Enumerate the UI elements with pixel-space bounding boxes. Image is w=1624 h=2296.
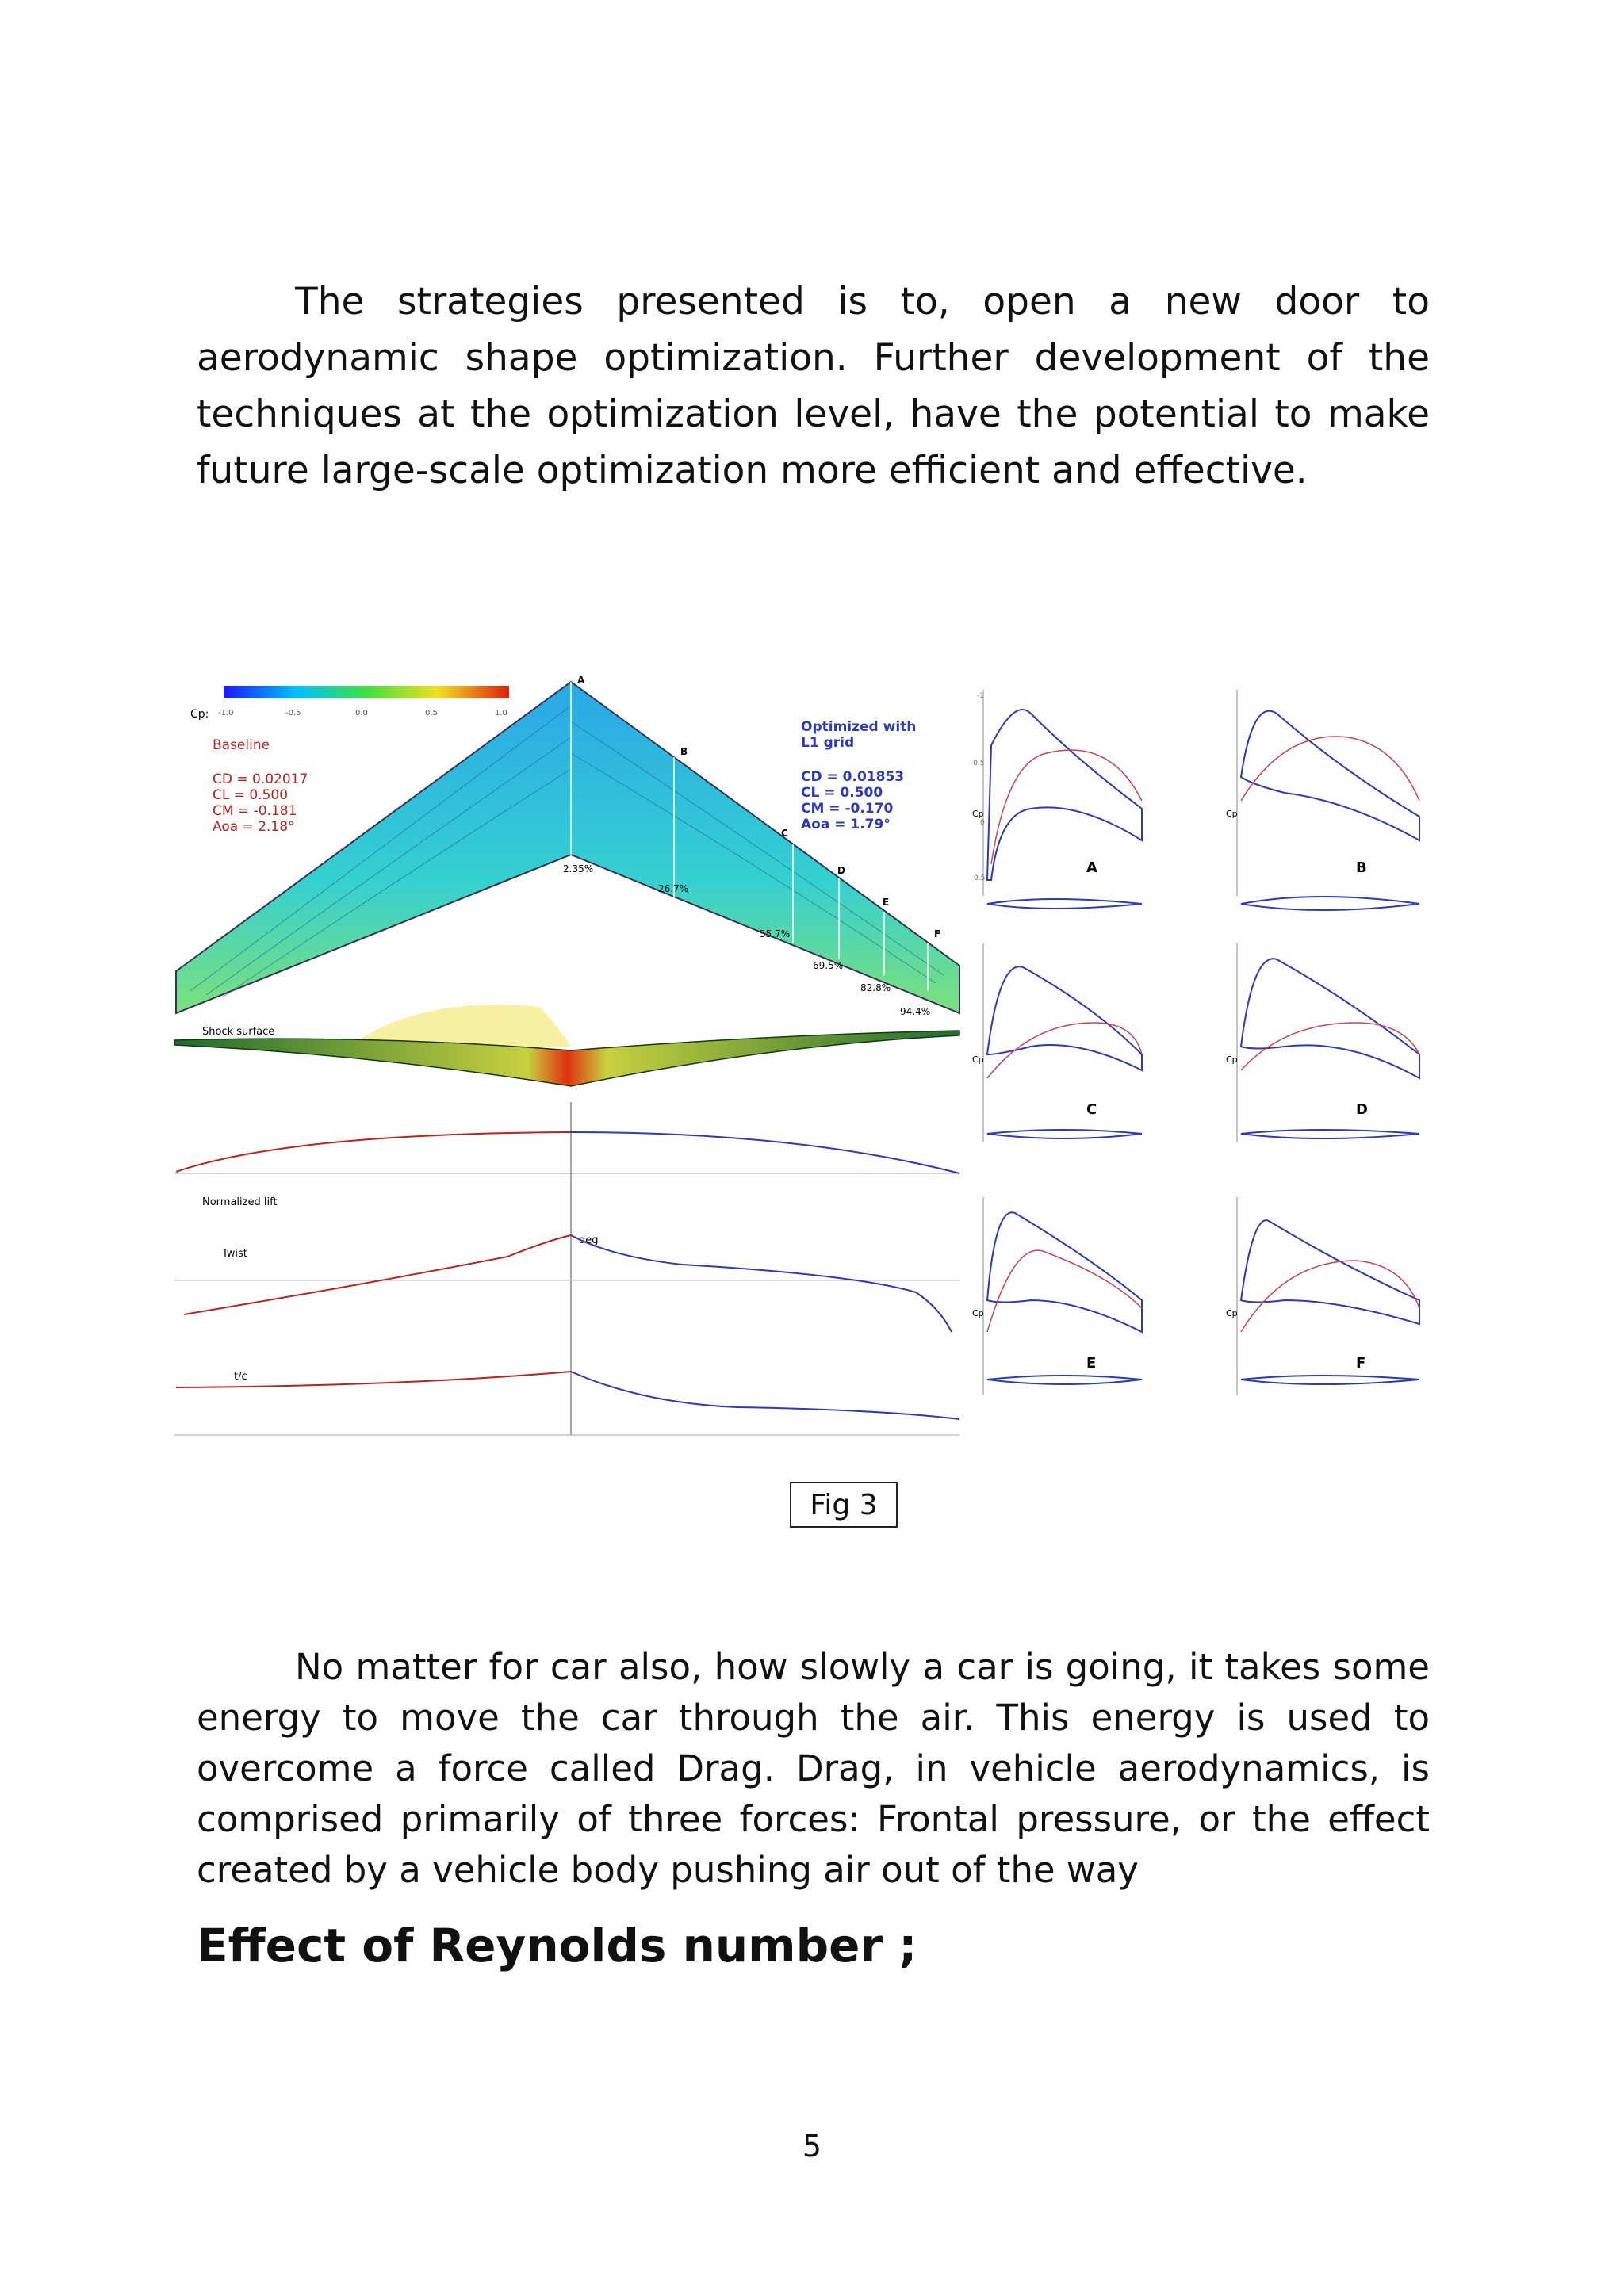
section-panel-a <box>971 690 1142 909</box>
svg-text:Cp: Cp <box>1226 1054 1238 1065</box>
svg-text:D: D <box>1356 1101 1368 1118</box>
percent-label: 2.35% <box>563 863 594 874</box>
svg-text:E: E <box>1086 1355 1097 1372</box>
svg-text:Cp: Cp <box>972 809 984 819</box>
svg-text:Optimized with: Optimized with <box>801 719 917 735</box>
percent-label: 55.7% <box>760 928 791 939</box>
normalized-lift-baseline <box>176 1132 571 1172</box>
optimized-coefficients <box>801 719 916 832</box>
shock-surface-label: Shock surface <box>202 1026 275 1038</box>
svg-text:Cp: Cp <box>1226 1308 1238 1318</box>
drag-paragraph: No matter for car also, how slowly a car is going, it takes some energy to move the car through the air. This energy is used to overcome a force called Drag. Drag, in vehicle aerodynamics, is comprised primarily of three forces: Frontal pressure, or the effect created by a vehicle body pushing air out of the way <box>197 1646 1430 1891</box>
tc-optimized <box>571 1372 959 1419</box>
colorbar-tick: -0.5 <box>285 709 301 718</box>
svg-text:CM = -0.181: CM = -0.181 <box>213 803 297 819</box>
station-label-a: A <box>577 675 585 686</box>
colorbar-tick: 1.0 <box>495 709 508 718</box>
svg-text:Aoa = 1.79°: Aoa = 1.79° <box>801 817 891 832</box>
svg-text:0: 0 <box>980 819 985 827</box>
svg-text:Cp: Cp <box>972 1308 984 1318</box>
section-panel-b <box>1226 690 1419 910</box>
wing-optimization-figure <box>167 674 1475 1439</box>
colorbar-tick: -1.0 <box>218 709 234 718</box>
twist-baseline <box>184 1235 571 1314</box>
svg-text:-1: -1 <box>977 692 984 700</box>
station-label-b: B <box>680 746 688 757</box>
normalized-lift-label: Normalized lift <box>202 1196 278 1208</box>
section-panel-c <box>972 943 1142 1142</box>
station-label-d: D <box>837 865 845 876</box>
page-number: 5 <box>802 2129 822 2164</box>
svg-text:C: C <box>1086 1101 1097 1118</box>
twist-optimized <box>571 1235 952 1332</box>
svg-text:Cp: Cp <box>972 1054 984 1065</box>
section-heading: Effect of Reynolds number ; <box>197 1919 917 1973</box>
baseline-coefficients <box>213 737 308 835</box>
station-label-f: F <box>934 928 941 939</box>
twist-label: Twist <box>222 1248 247 1260</box>
svg-text:0.5: 0.5 <box>974 874 986 882</box>
deg-label: deg <box>579 1234 599 1246</box>
colorbar-tick: 0.5 <box>425 709 438 718</box>
colorbar-label: Cp: <box>190 708 209 721</box>
normalized-lift-optimized <box>571 1132 959 1173</box>
station-label-c: C <box>781 828 788 839</box>
tc-label: t/c <box>234 1371 247 1383</box>
percent-label: 94.4% <box>900 1006 931 1017</box>
section-panel-d <box>1226 943 1419 1142</box>
intro-paragraph: The strategies presented is to, open a new door to aerodynamic shape optimization. Further development of the techniques at the optimization level, have the potential to make future large-scale optimization more efficient and effective. <box>197 280 1430 492</box>
svg-text:Aoa = 2.18°: Aoa = 2.18° <box>213 819 295 835</box>
svg-text:B: B <box>1356 859 1367 876</box>
svg-text:CD = 0.02017: CD = 0.02017 <box>213 771 308 787</box>
section-panel-e <box>972 1197 1142 1395</box>
svg-text:A: A <box>1086 859 1097 876</box>
svg-text:-0.5: -0.5 <box>971 760 985 767</box>
svg-text:CM = -0.170: CM = -0.170 <box>801 801 894 817</box>
svg-text:CL = 0.500: CL = 0.500 <box>801 785 883 801</box>
shock-section <box>174 1031 959 1086</box>
cp-colorbar <box>224 686 509 698</box>
percent-label: 69.5% <box>813 960 844 971</box>
station-label-e: E <box>883 897 890 908</box>
colorbar-tick: 0.0 <box>355 709 368 718</box>
svg-text:Baseline: Baseline <box>213 737 270 753</box>
percent-label: 26.7% <box>658 883 689 894</box>
svg-text:CL = 0.500: CL = 0.500 <box>213 787 289 803</box>
svg-text:F: F <box>1356 1355 1366 1372</box>
percent-label: 82.8% <box>860 982 891 993</box>
svg-text:L1 grid: L1 grid <box>801 735 855 751</box>
figure-caption: Fig 3 <box>790 1482 898 1528</box>
svg-text:Cp: Cp <box>1226 809 1238 819</box>
svg-text:CD = 0.01853: CD = 0.01853 <box>801 769 905 785</box>
section-panel-f <box>1226 1197 1419 1395</box>
